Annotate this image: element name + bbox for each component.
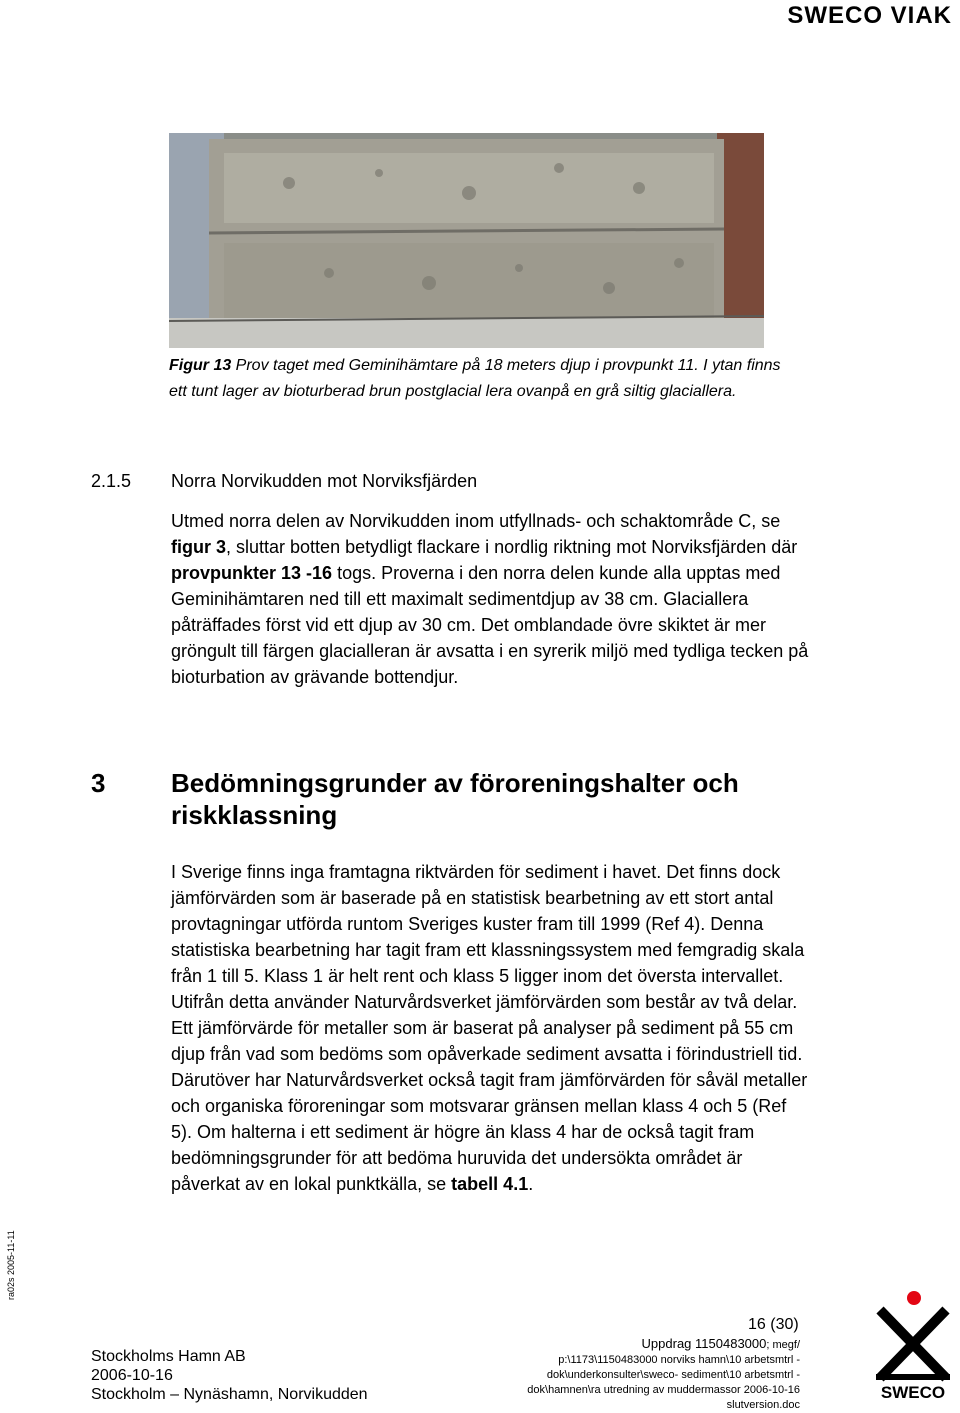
section-number: 2.1.5 <box>91 471 132 491</box>
footer-path: p:\1173\1150483000 norviks hamn\10 arbetsmtrl - <box>558 1354 800 1366</box>
sweco-logo <box>872 1290 954 1402</box>
paragraph-text: . <box>528 1174 534 1194</box>
chapter-title: Bedömningsgrunder av föroreningshalter och riskklassning <box>171 768 739 830</box>
section-paragraph <box>171 508 811 690</box>
page-number: 16 (30) <box>748 1316 799 1333</box>
paragraph-text: Utmed norra delen av Norvikudden inom utfyllnads- och schaktområde C, se <box>171 511 781 531</box>
footer-path: slutversion.doc <box>726 1399 800 1411</box>
table-reference: tabell 4.1 <box>451 1174 529 1194</box>
footer-project: Stockholm – Nynäshamn, Norvikudden <box>91 1386 368 1403</box>
chapter-paragraph <box>171 859 811 1197</box>
footer-path: ; megf/ <box>766 1339 800 1351</box>
brand-logo-text: SWECO VIAK <box>787 2 952 29</box>
paragraph-text: , sluttar botten betydligt flackare i nordlig riktning mot Norviksfjärden där <box>226 537 798 557</box>
sample-points-reference: provpunkter 13 -16 <box>171 563 333 583</box>
footer-date: 2006-10-16 <box>91 1367 173 1384</box>
figure-reference: figur 3 <box>171 537 227 557</box>
paragraph-text: togs. Proverna i den norra delen kunde alla upptas med Geminihämtaren ned till ett maximalt sedimentdjup av 38 cm. Glaciallera påträffades först vid ett djup av 30 cm. Det omblandade övre skiktet är mer gröngult till färgen glacialleran är avsatta i en syrerik miljö med tydliga tecken på bioturbation av grävande bottendjur. <box>171 563 809 687</box>
chapter-number: 3 <box>91 768 106 798</box>
footer-left <box>91 1347 368 1404</box>
logo-text: SWECO <box>880 1383 946 1402</box>
footer-path: dok\underkonsulter\sweco- sediment\10 arbetsmtrl - <box>546 1369 800 1381</box>
paragraph-text: I Sverige finns inga framtagna riktvärden för sediment i havet. Det finns dock jämförvärden som är baserade på en statistisk bearbetning av ett stort antal provtagningar utförda runtom Sveriges kuster fram till 1999 (Ref 4). Denna statistiska bearbetning har tagit fram ett klassningssystem med femgradig skala från 1 till 5. Klass 1 är helt rent och klass 5 ligger inom det översta intervallet. Utifrån detta använder Naturvårdsverket jämförvärden som består av två delar. Ett jämförvärde för metaller som är baserat på analyser på sediment på 55 cm djup från vad som bedöms som opåverkade sediment avsatta i förindustriell tid. Därutöver har Naturvårdsverket också tagit fram jämförvärden för såväl metaller och organiska föroreningar som motsvarar gränsen mellan klass 4 och 5 (Ref 5). Om halterna i ett sediment är högre än klass 4 har de också tagit fram bedömningsgrunder för att bedöma huruvida det undersökta området är påverkat av en lokal punktkälla, se <box>171 862 808 1194</box>
template-code: ra02s 2005-11-11 <box>6 1230 16 1300</box>
figure-label: Figur 13 <box>169 357 232 374</box>
figure-caption-text: Prov taget med Geminihämtare på 18 meters djup i provpunkt 11. I ytan finns ett tunt lager av bioturberad brun postglacial lera ovanpå en grå siltig glaciallera. <box>169 357 781 400</box>
footer-right <box>490 1336 800 1413</box>
sediment-sample-photo <box>169 133 764 348</box>
footer-path: dok\hamnen\ra utredning av muddermassor 2006-10-16 <box>527 1384 800 1396</box>
footer-assignment: Uppdrag 1150483000 <box>641 1336 767 1351</box>
footer-company: Stockholms Hamn AB <box>91 1348 246 1365</box>
figure-caption <box>169 353 789 405</box>
section-title: Norra Norvikudden mot Norviksfjärden <box>171 471 478 491</box>
